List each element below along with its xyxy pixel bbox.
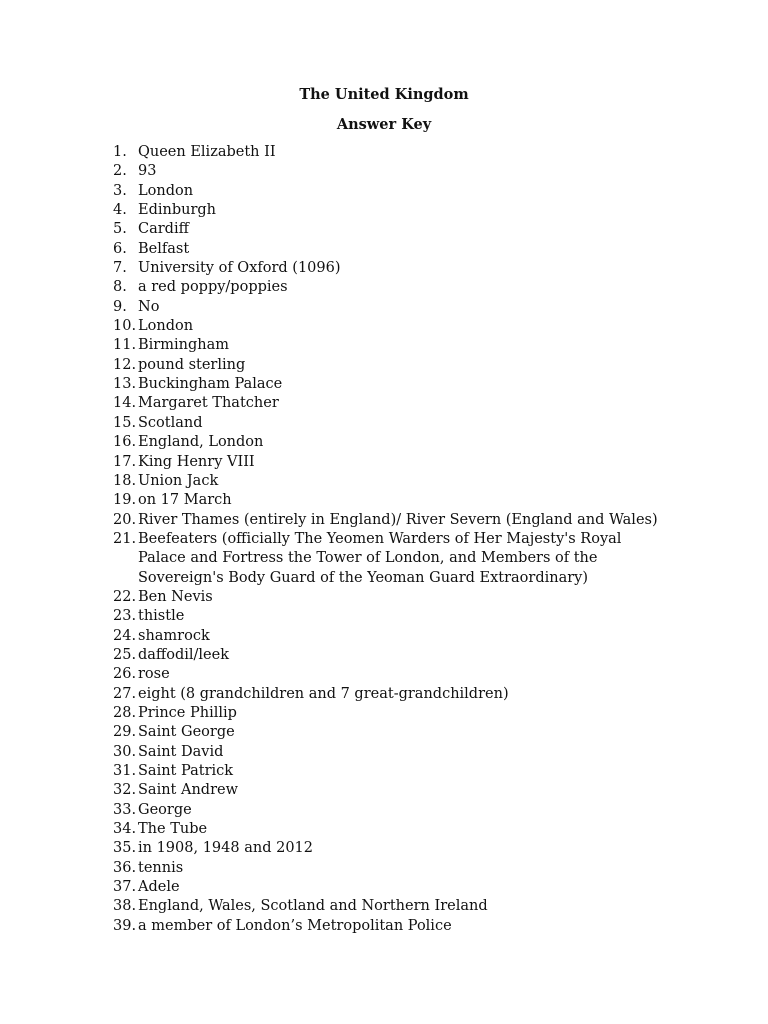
answer-item bbox=[113, 143, 733, 162]
answer-text: Birmingham bbox=[138, 337, 229, 354]
answer-item bbox=[113, 259, 733, 278]
answer-text: Prince Phillip bbox=[138, 704, 237, 721]
answer-text: England, London bbox=[138, 434, 264, 451]
answer-text: on 17 March bbox=[138, 492, 232, 509]
answer-text: No bbox=[138, 298, 160, 315]
answer-text: Cardiff bbox=[138, 221, 189, 238]
answer-text: England, Wales, Scotland and Northern Ireland bbox=[138, 898, 488, 915]
answer-text: Union Jack bbox=[138, 472, 219, 489]
answer-item bbox=[113, 182, 733, 201]
answer-item bbox=[113, 298, 733, 317]
answer-text: Queen Elizabeth II bbox=[138, 144, 276, 160]
answer-text: Scotland bbox=[138, 414, 203, 431]
answer-number: 9. bbox=[113, 298, 127, 315]
answer-text: a member of London’s Metropolitan Police bbox=[138, 917, 452, 934]
answer-text: George bbox=[138, 801, 192, 818]
answer-item bbox=[113, 588, 733, 607]
answer-text: The Tube bbox=[138, 821, 208, 838]
answer-number: 38. bbox=[113, 898, 137, 915]
answer-number: 31. bbox=[113, 763, 137, 779]
answer-number: 4. bbox=[113, 202, 127, 219]
answer-item bbox=[113, 453, 733, 472]
answer-item bbox=[113, 859, 733, 878]
answer-item bbox=[113, 607, 733, 626]
answer-number: 21. bbox=[113, 530, 137, 547]
answer-item bbox=[113, 839, 733, 858]
answer-number: 26. bbox=[113, 666, 137, 683]
answer-text: Beefeaters (officially The Yeomen Warders of Her Majesty's Royal Palace and Fortress the Tower of London, and Members of the Sovereign's Body Guard of the Yeoman Guard Extraordinary) bbox=[138, 530, 622, 586]
answer-item bbox=[113, 878, 733, 897]
answer-text: 93 bbox=[138, 163, 157, 180]
answer-text: Buckingham Palace bbox=[138, 376, 283, 393]
answer-number: 11. bbox=[113, 337, 137, 354]
answer-item bbox=[113, 723, 733, 742]
answer-text: eight (8 grandchildren and 7 great-grandchildren) bbox=[138, 685, 509, 702]
answer-item bbox=[113, 762, 733, 781]
answer-item bbox=[113, 317, 733, 336]
answer-text: a red poppy/poppies bbox=[138, 279, 288, 296]
answer-item bbox=[113, 240, 733, 259]
answer-number: 3. bbox=[113, 182, 127, 199]
answer-item bbox=[113, 530, 733, 588]
answer-item bbox=[113, 336, 733, 355]
answer-item bbox=[113, 375, 733, 394]
answer-text: Saint David bbox=[138, 743, 224, 760]
answer-number: 12. bbox=[113, 356, 137, 373]
answer-number: 30. bbox=[113, 743, 137, 760]
answer-number: 36. bbox=[113, 859, 137, 876]
answer-item bbox=[113, 394, 733, 413]
answer-number: 22. bbox=[113, 588, 137, 605]
answer-text: Belfast bbox=[138, 240, 190, 257]
answer-text: London bbox=[138, 182, 194, 199]
answer-number: 1. bbox=[113, 144, 127, 160]
answer-text: Adele bbox=[138, 879, 180, 896]
answer-text: King Henry VIII bbox=[138, 453, 255, 470]
answer-number: 24. bbox=[113, 627, 137, 644]
answer-item bbox=[113, 220, 733, 239]
answer-item bbox=[113, 278, 733, 297]
answer-item bbox=[113, 820, 733, 839]
answer-number: 23. bbox=[113, 608, 137, 625]
answer-text: rose bbox=[138, 666, 170, 683]
answer-number: 14. bbox=[113, 395, 137, 412]
answer-item bbox=[113, 646, 733, 665]
answer-item bbox=[113, 685, 733, 704]
answer-text: River Thames (entirely in England)/ River Severn (England and Wales) bbox=[138, 511, 658, 528]
answer-text: London bbox=[138, 318, 194, 335]
answer-number: 35. bbox=[113, 840, 137, 857]
answer-text: Ben Nevis bbox=[138, 588, 213, 605]
answer-list bbox=[113, 143, 733, 936]
answer-item bbox=[113, 162, 733, 181]
page-subtitle: Answer Key bbox=[336, 116, 432, 133]
answer-number: 7. bbox=[113, 260, 127, 277]
answer-number: 39. bbox=[113, 917, 137, 934]
answer-text: tennis bbox=[138, 859, 184, 876]
answer-item bbox=[113, 414, 733, 433]
answer-number: 2. bbox=[113, 163, 127, 180]
answer-item bbox=[113, 897, 733, 916]
answer-item bbox=[113, 511, 733, 530]
answer-number: 17. bbox=[113, 453, 137, 470]
answer-number: 29. bbox=[113, 724, 137, 741]
answer-item bbox=[113, 917, 733, 936]
answer-number: 32. bbox=[113, 782, 137, 799]
answer-number: 6. bbox=[113, 240, 127, 257]
answer-item bbox=[113, 704, 733, 723]
answer-number: 5. bbox=[113, 221, 127, 238]
answer-text: Margaret Thatcher bbox=[138, 395, 279, 412]
answer-number: 10. bbox=[113, 318, 137, 335]
answer-item bbox=[113, 433, 733, 452]
answer-item bbox=[113, 491, 733, 510]
answer-text: thistle bbox=[138, 608, 185, 625]
answer-number: 20. bbox=[113, 511, 137, 528]
answer-number: 25. bbox=[113, 646, 137, 663]
answer-item bbox=[113, 627, 733, 646]
answer-number: 16. bbox=[113, 434, 137, 451]
answer-number: 13. bbox=[113, 376, 137, 393]
answer-number: 33. bbox=[113, 801, 137, 818]
page-title: The United Kingdom bbox=[299, 86, 469, 103]
answer-item bbox=[113, 743, 733, 762]
answer-item bbox=[113, 781, 733, 800]
answer-item bbox=[113, 472, 733, 491]
answer-number: 34. bbox=[113, 821, 137, 838]
answer-number: 37. bbox=[113, 879, 137, 896]
answer-text: Saint George bbox=[138, 724, 235, 741]
answer-number: 28. bbox=[113, 704, 137, 721]
answer-text: University of Oxford (1096) bbox=[138, 260, 341, 277]
answer-text: Edinburgh bbox=[138, 202, 217, 219]
answer-number: 18. bbox=[113, 472, 137, 489]
answer-text: daffodil/leek bbox=[138, 646, 229, 663]
answer-number: 8. bbox=[113, 279, 127, 296]
answer-text: shamrock bbox=[138, 627, 210, 644]
answer-text: pound sterling bbox=[138, 356, 246, 373]
answer-item bbox=[113, 356, 733, 375]
answer-text: Saint Patrick bbox=[138, 763, 234, 779]
answer-number: 15. bbox=[113, 414, 137, 431]
answer-item bbox=[113, 665, 733, 684]
answer-text: in 1908, 1948 and 2012 bbox=[138, 840, 313, 857]
answer-number: 19. bbox=[113, 492, 137, 509]
answer-number: 27. bbox=[113, 685, 137, 702]
answer-item bbox=[113, 201, 733, 220]
answer-item bbox=[113, 801, 733, 820]
answer-text: Saint Andrew bbox=[138, 782, 239, 799]
